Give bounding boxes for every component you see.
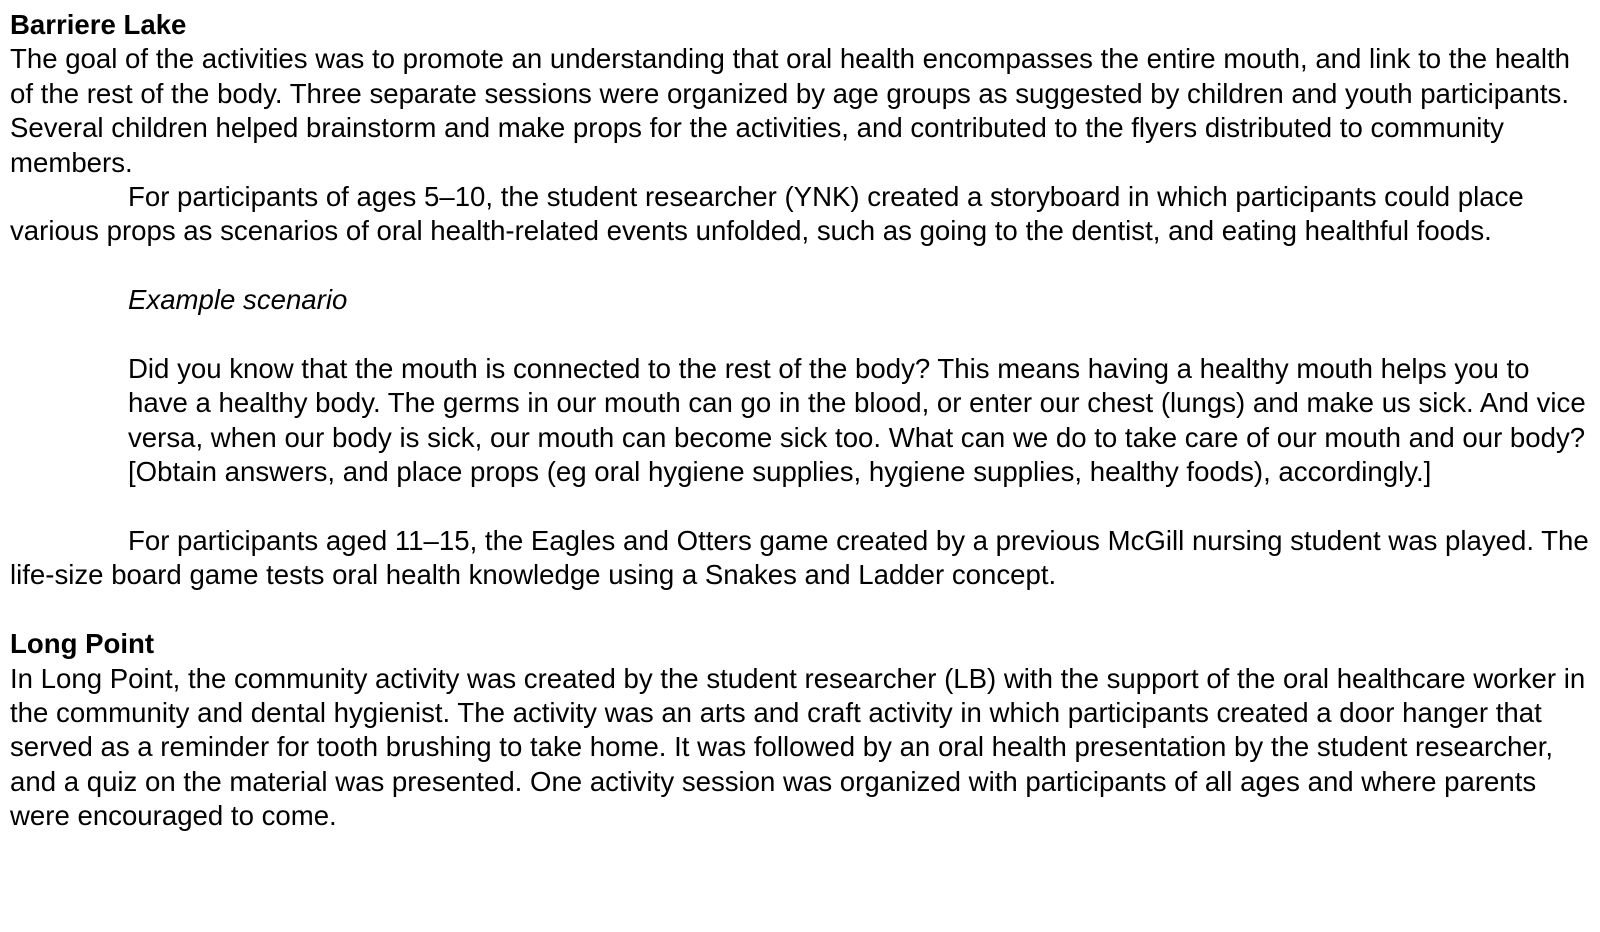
example-scenario-label: Example scenario: [128, 284, 348, 316]
spacer: [10, 490, 1591, 524]
spacer: [10, 249, 1591, 283]
spacer: [10, 593, 1591, 627]
example-scenario-text: Did you know that the mouth is connected to the rest of the body? This means having a healthy mouth helps you to have a healthy body. The germs in our mouth can go in the blood, or enter our chest (lungs) and make us sick. And vice versa, when our body is sick, our mouth can become sick too. What can we do to take care of our mouth and our body? [Obtain answers, and place props (eg oral hygiene supplies, hygiene supplies, healthy foods), accordingly.]: [128, 353, 1586, 488]
paragraph-long-point: In Long Point, the community activity was created by the student researcher (LB) with the support of the oral healthcare worker in the community and dental hygienist. The activity was an arts and craft activity in which participants created a door hanger that served as a reminder for tooth brushing to take home. It was followed by an oral health presentation by the student researcher, and a quiz on the material was presented. One activity session was organized with participants of all ages and where parents were encouraged to come.: [10, 662, 1586, 832]
section-heading-barriere-lake: Barriere Lake: [10, 9, 187, 40]
section-heading-long-point: Long Point: [10, 628, 155, 660]
paragraph-ages-5-10: For participants of ages 5–10, the student researcher (YNK) created a storyboard in which participants could place various props as scenarios of oral health-related events unfolded, such as going to the dentist, and eating healthful foods.: [10, 181, 1524, 247]
spacer: [10, 318, 1591, 352]
paragraph-intro: The goal of the activities was to promote an understanding that oral health encompasses the entire mouth, and link to the health of the rest of the body. Three separate sessions were organized by age groups as suggested by children and youth participants. Several children helped brainstorm and make props for the activities, and contributed to the flyers distributed to community members.: [10, 43, 1571, 178]
paragraph-ages-11-15: For participants aged 11–15, the Eagles and Otters game created by a previous McGill nursing student was played. The life-size board game tests oral health knowledge using a Snakes and Ladder concept.: [10, 525, 1589, 591]
